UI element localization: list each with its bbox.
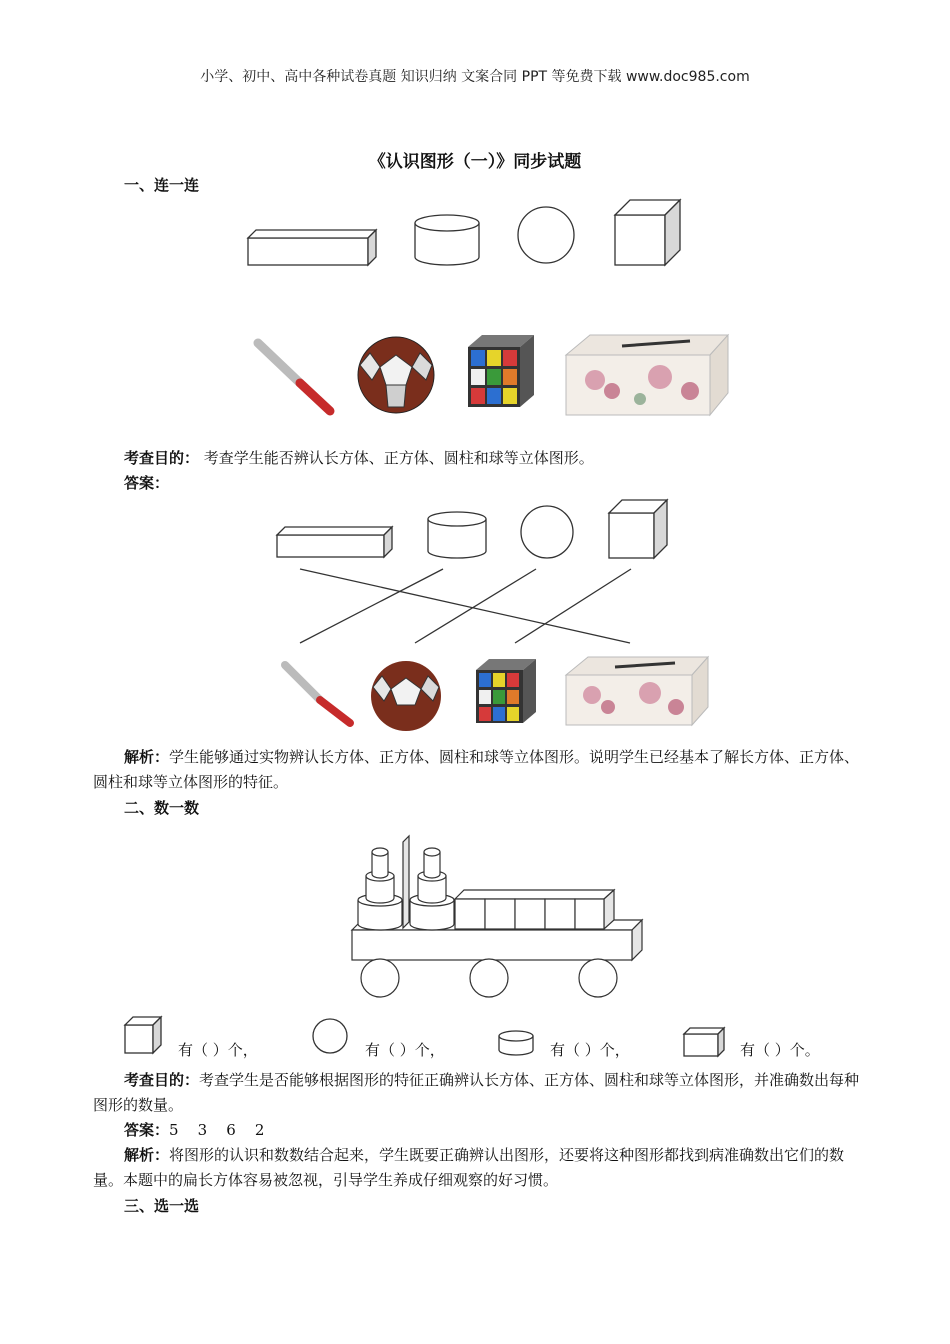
purpose-text: 考查学生能否辨认长方体、正方体、圆柱和球等立体图形。 <box>199 449 594 467</box>
section-2-purpose <box>93 1068 868 1118</box>
analysis-text-2: 将图形的认识和数数结合起来，学生既要正确辨认出图形，还要将这种图形都找到病准确数出它们的数量。本题中的扁长方体容易被忽视，引导学生养成仔细观察的好习惯。 <box>93 1146 845 1189</box>
section-1-heading: 一、连一连 <box>124 176 200 194</box>
cuboid-shape <box>248 230 376 265</box>
answer-sphere-shape <box>521 506 573 558</box>
section-3-heading: 三、选一选 <box>124 1197 200 1215</box>
answer-cylinder-shape <box>428 512 486 558</box>
sphere-shape <box>518 207 574 263</box>
objects-row-1 <box>0 325 950 425</box>
answer-label-2: 答案： <box>124 1121 170 1139</box>
analysis-text: 学生能够通过实物辨认长方体、正方体、圆柱和球等立体图形。说明学生已经基本了解长方体、正方体、圆柱和球等立体图形的特征。 <box>93 748 860 791</box>
analysis-label-2: 解析： <box>124 1146 170 1164</box>
match-line-cylinder-chalk <box>300 569 443 643</box>
match-line-sphere-ball <box>415 569 536 643</box>
chalk-stick-image <box>258 343 330 411</box>
answer-label: 答案： <box>124 474 170 492</box>
answer-cube-shape <box>609 500 667 558</box>
tissue-box-image <box>566 335 728 415</box>
count-cylinder-icon <box>496 1030 536 1060</box>
section-2-heading: 二、数一数 <box>124 799 200 817</box>
analysis-label: 解析： <box>124 748 170 766</box>
answer-cuboid-shape <box>277 527 392 557</box>
count-prompt-sphere: 有（ ）个， <box>365 1041 445 1059</box>
purpose-label: 考查目的： <box>124 449 200 467</box>
rubik-cube-image <box>468 335 534 407</box>
section-2-answer <box>93 1118 868 1143</box>
section-1-analysis <box>93 745 868 795</box>
match-line-cube-rubik <box>515 569 631 643</box>
count-prompt-cuboid: 有（ ）个。 <box>740 1041 820 1059</box>
soccer-ball-image <box>358 337 434 413</box>
shapes-row-1 <box>0 195 950 275</box>
answer-objects <box>285 657 708 731</box>
match-line-cuboid-tissue <box>300 569 630 643</box>
cylinder-shape <box>415 215 479 265</box>
purpose-text-2: 考查学生是否能够根据图形的特征正确辨认长方体、正方体、圆柱和球等立体图形，并准确数出每种图形的数量。 <box>93 1071 860 1114</box>
purpose-label-2: 考查目的： <box>124 1071 200 1089</box>
count-cuboid-icon <box>682 1026 726 1058</box>
section-2-analysis <box>93 1143 868 1193</box>
section-1-purpose <box>93 446 868 471</box>
count-sphere-icon <box>310 1016 350 1056</box>
page-title: 《认识图形（一）》同步试题 <box>368 152 582 172</box>
count-prompt-cylinder: 有（ ）个， <box>550 1041 630 1059</box>
cube-shape <box>615 200 680 265</box>
answer-text-2: 5 3 6 2 <box>169 1121 265 1139</box>
count-prompt-cube: 有（ ）个， <box>178 1041 258 1059</box>
count-cube-icon <box>123 1015 163 1055</box>
train-diagram <box>0 832 950 1012</box>
page-header: 小学、初中、高中各种试卷真题 知识归纳 文案合同 PPT 等免费下载 www.doc985.com <box>200 69 750 85</box>
section-1-answer-label-row <box>93 471 868 496</box>
answer-diagram <box>0 495 950 735</box>
